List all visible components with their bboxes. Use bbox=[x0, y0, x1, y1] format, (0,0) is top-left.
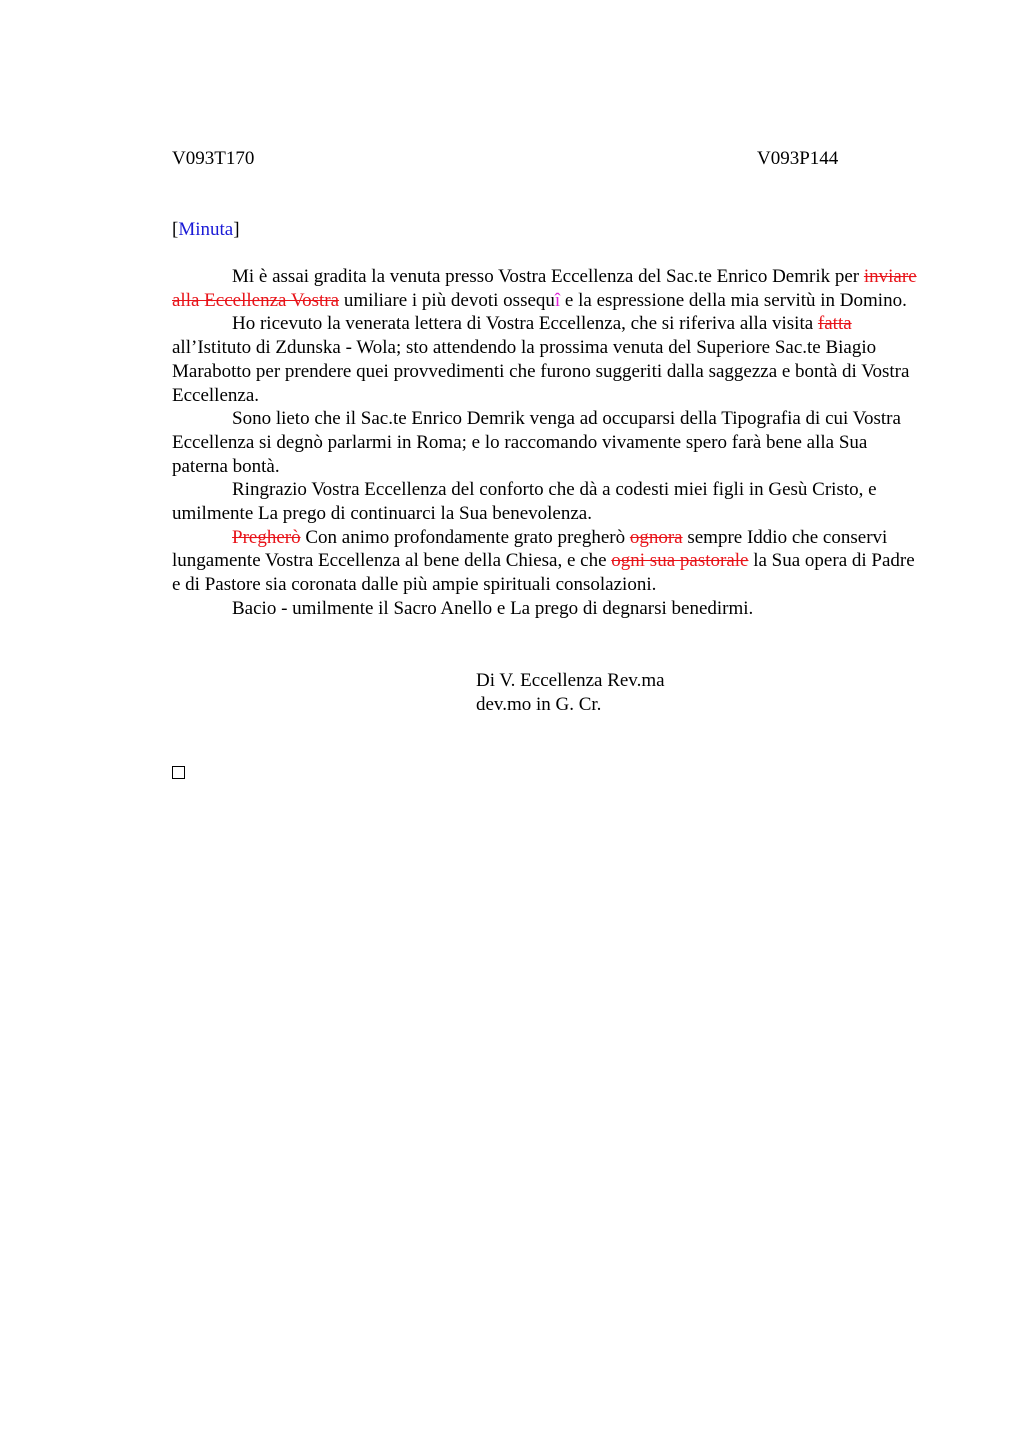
text-segment: all’Istituto di Zdunska - Wola; sto attendendo la prossima venuta del Superiore Sac.te Biagio Marabotto per prendere quei provvedimenti che furono suggeriti dalla saggezza e bontà di Vostra Eccellenza. bbox=[172, 337, 910, 406]
text-segment: Mi è assai gradita la venuta presso Vostra Eccellenza del Sac.te Enrico Demrik per bbox=[232, 266, 864, 287]
paragraph-2 bbox=[172, 312, 924, 407]
document-code-left: V093T170 bbox=[172, 148, 255, 169]
text-segment: Ringrazio Vostra Eccellenza del conforto che dà a codesti miei figli in Gesù Cristo, e umilmente La prego di continuarci la Sua benevolenza. bbox=[172, 479, 877, 525]
signature-line-2: dev.mo in G. Cr. bbox=[476, 694, 602, 715]
paragraph-1 bbox=[172, 265, 924, 312]
minuta-close-bracket: ] bbox=[233, 219, 240, 240]
text-segment: sempre Iddio che conservi lungamente Vostra Eccellenza al bene della Chiesa, e che bbox=[172, 526, 888, 572]
text-segment: Bacio - umilmente il Sacro Anello e La prego di degnarsi benedirmi. bbox=[232, 597, 754, 619]
empty-square-icon bbox=[172, 766, 185, 779]
minuta-label bbox=[172, 218, 240, 242]
text-segment: e la espressione della mia servitù in Domino. bbox=[560, 289, 907, 311]
minuta-open-bracket: [ bbox=[172, 219, 179, 240]
signature-block bbox=[476, 669, 665, 717]
deleted-text: Pregherò bbox=[232, 526, 301, 548]
deleted-text: ogni sua pastorale bbox=[611, 550, 749, 572]
document-code-right: V093P144 bbox=[757, 148, 839, 169]
deleted-text: inviare alla Eccellenza Vostra bbox=[172, 266, 917, 311]
deleted-text: fatta bbox=[817, 313, 852, 335]
text-segment: Con animo profondamente grato pregherò bbox=[300, 526, 630, 548]
signature-line-1: Di V. Eccellenza Rev.ma bbox=[476, 670, 665, 691]
letter-body bbox=[172, 265, 924, 621]
text-segment: la Sua opera di Padre e di Pastore sia coronata dalle più ampie spirituali consolazioni. bbox=[172, 550, 915, 596]
text-segment: umiliare i più devoti ossequ bbox=[339, 289, 555, 311]
highlighted-char: î bbox=[554, 289, 561, 311]
paragraph-3 bbox=[172, 407, 924, 478]
minuta-text: Minuta bbox=[178, 219, 234, 240]
text-segment: Sono lieto che il Sac.te Enrico Demrik venga ad occuparsi della Tipografia di cui Vostra Eccellenza si degnò parlarmi in Roma; e lo raccomando vivamente spero farà bene alla Sua paterna bontà. bbox=[172, 408, 901, 477]
paragraph-5 bbox=[172, 526, 924, 597]
deleted-text: ognora bbox=[629, 526, 683, 548]
paragraph-6 bbox=[172, 597, 924, 621]
paragraph-4 bbox=[172, 478, 924, 525]
text-segment: Ho ricevuto la venerata lettera di Vostra Eccellenza, che si riferiva alla visita bbox=[232, 313, 818, 335]
